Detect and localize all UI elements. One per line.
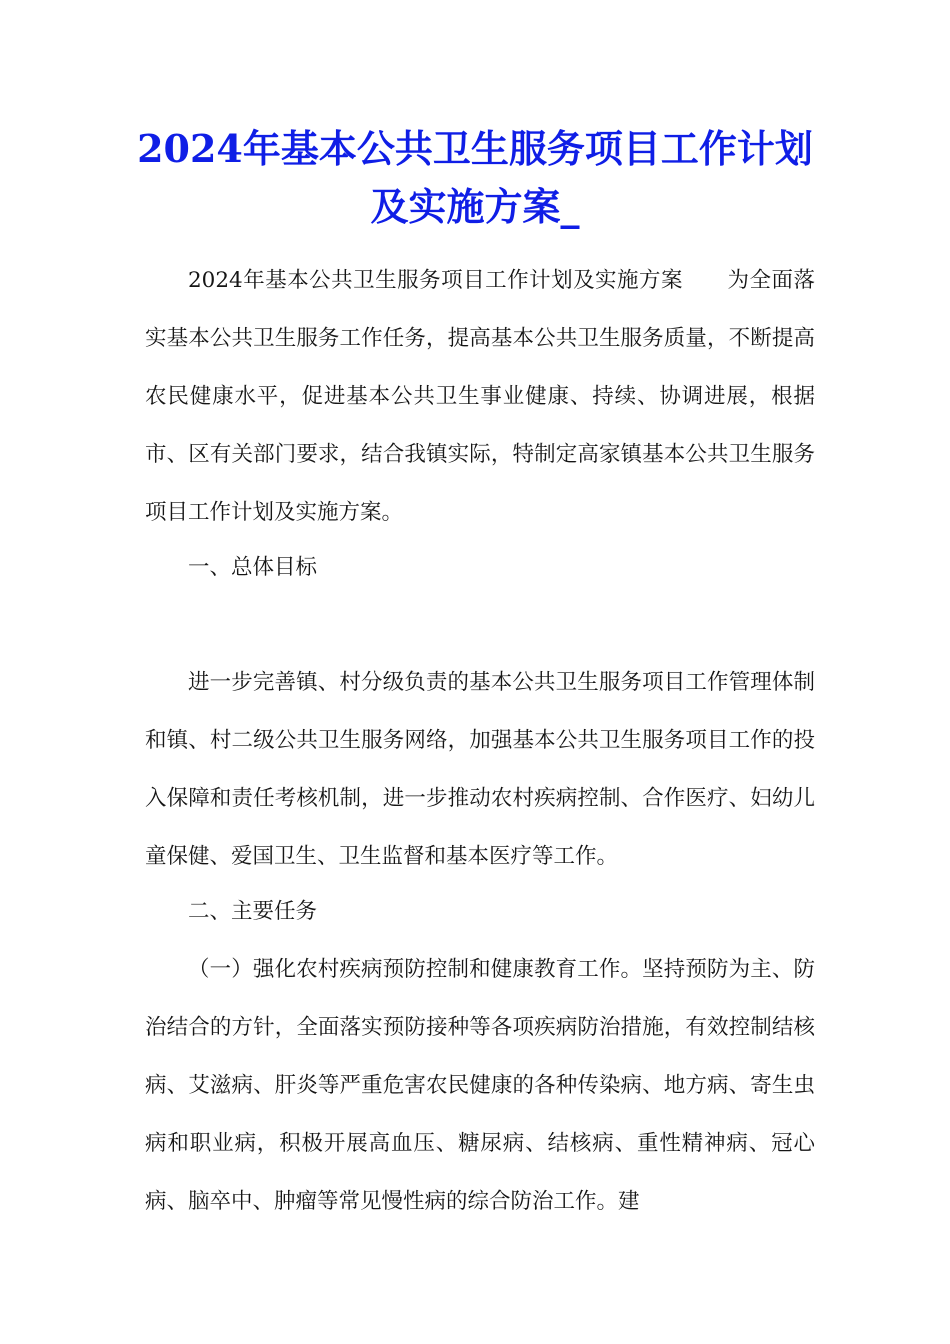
intro-lead: 2024年基本公共卫生服务项目工作计划及实施方案	[188, 268, 684, 293]
document-title: 2024年基本公共卫生服务项目工作计划及实施方案_	[137, 126, 813, 229]
section2-heading: 二、主要任务	[188, 899, 318, 924]
section1-paragraph: 进一步完善镇、村分级负责的基本公共卫生服务项目工作管理体制和镇、村二级公共卫生服务网络，加强基本公共卫生服务项目工作的投入保障和责任考核机制，进一步推动农村疾病控制、合作医疗、妇幼儿童保健、爱国卫生、卫生监督和基本医疗等工作。	[145, 670, 815, 869]
intro-body: 为全面落实基本公共卫生服务工作任务，提高基本公共卫生服务质量，不断提高农民健康水平，促进基本公共卫生事业健康、持续、协调进展，根据市、区有关部门要求，结合我镇实际，特制定高家镇基本公共卫生服务项目工作计划及实施方案。	[145, 268, 815, 525]
intro-paragraph	[145, 252, 815, 542]
section2-item1-paragraph: （一）强化农村疾病预防控制和健康教育工作。坚持预防为主、防治结合的方针，全面落实预防接种等各项疾病防治措施，有效控制结核病、艾滋病、肝炎等严重危害农民健康的各种传染病、地方病、寄生虫病和职业病，积极开展高血压、糖尿病、结核病、重性精神病、冠心病、脑卒中、肿瘤等常见慢性病的综合防治工作。建	[145, 957, 815, 1214]
section1-heading: 一、总体目标	[188, 555, 318, 580]
